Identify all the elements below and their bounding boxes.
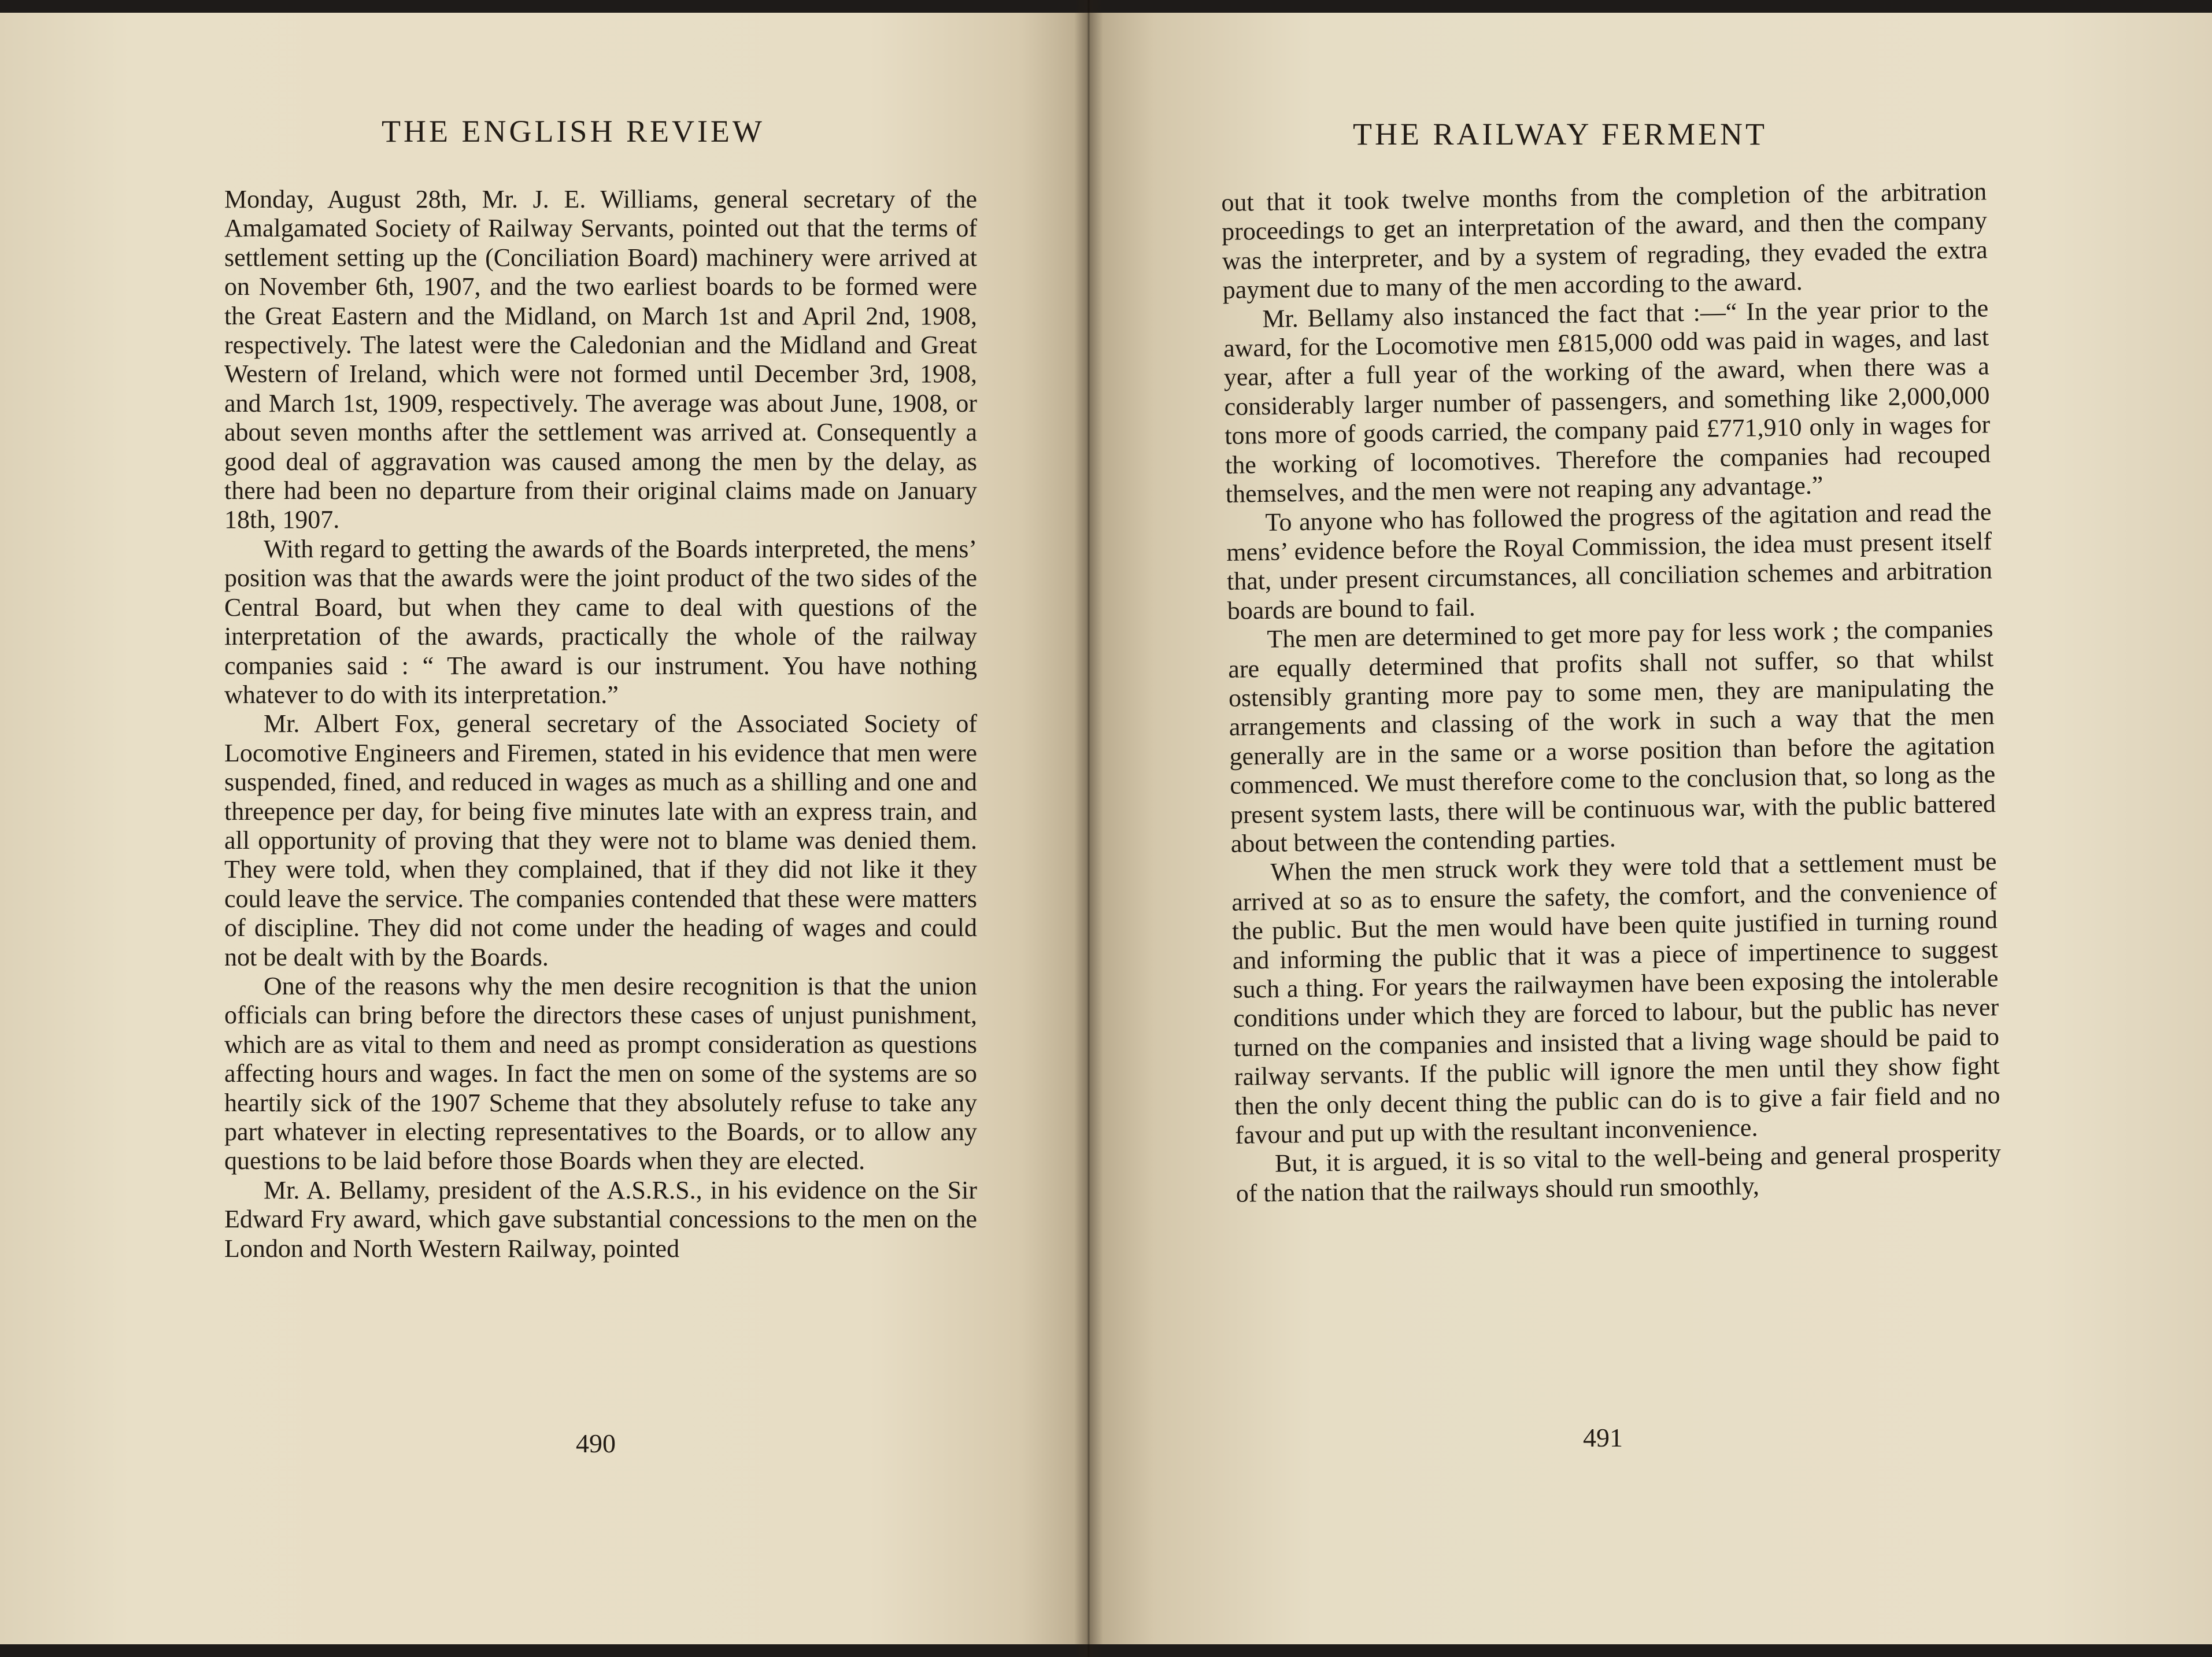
paragraph: One of the reasons why the men desire recognition is that the union officials can bring before the directors these cases of unjust punishment, which are as vital to them and need as prompt consideration as questions affecting hours and wages. In fact the men on some of the systems are so heartily sick of the 1907 Scheme that they absolutely refuse to take any part whatever in electing representatives to the Boards, or to allow any questions to be laid before those Boards when they are elected. xyxy=(224,971,977,1175)
paragraph: Mr. A. Bellamy, president of the A.S.R.S., in his evidence on the Sir Edward Fry award, which gave substantial concessions to the men on the London and North Western Railway, pointed xyxy=(224,1175,977,1263)
paragraph: Mr. Albert Fox, general secretary of the Associated Society of Locomotive Engineers and Firemen, stated in his evidence that men were suspended, fined, and reduced in wages as much as a shilling and one and threepence per day, for being five minutes late with an express train, and all opportunity of proving that they were not to blame was denied them. They were told, when they complained, that if they did not like it they could leave the service. The companies contended that these were matters of discipline. They did not come under the heading of wages and could not be dealt with by the Boards. xyxy=(224,709,977,971)
right-page-text xyxy=(1221,177,2002,1208)
paragraph: Mr. Bellamy also instanced the fact that :—“ In the year prior to the award, for the Locomotive men £815,000 odd was paid in wages, and last year, after a full year of the working of the award, when there was a considerably larger number of passengers, and something like 2,000,000 tons more of goods carried, the company paid £771,910 only in wages for the working of locomotives. Therefore the companies had recouped themselves, and the men were not reaping any advantage.” xyxy=(1223,293,1991,509)
left-page-number: 490 xyxy=(576,1429,616,1458)
paragraph: The men are determined to get more pay for less work ; the companies are equally determined that profits shall not suffer, so that whilst ostensibly granting more pay to some men, they are manipulating the arrangements and classing of the work in such a way that the men generally are in the same or a worse position than before the agitation commenced. We must therefore come to the conclusion that, so long as the present system lasts, there will be continuous war, with the public battered about between the contending parties. xyxy=(1227,614,1996,858)
left-running-head: THE ENGLISH REVIEW xyxy=(382,114,765,149)
paragraph: With regard to getting the awards of the Boards interpreted, the mens’ position was that the awards were the joint product of the two sides of the Central Board, but when they came to deal with questions of the interpretation of the awards, practically the whole of the railway companies said : “ The award is our instrument. You have nothing whatever to do with its interpretation.” xyxy=(224,534,977,709)
paragraph: Monday, August 28th, Mr. J. E. Williams, general secretary of the Amalgamated Society of Railway Servants, pointed out that the terms of settlement setting up the (Conciliation Board) machinery were arrived at on November 6th, 1907, and the two earliest boards to be formed were the Great Eastern and the Midland, on March 1st and April 2nd, 1908, respectively. The latest were the Caledonian and the Midland and Great Western of Ireland, which were not formed until December 3rd, 1908, and March 1st, 1909, respectively. The average was about June, 1908, or about seven months after the settlement was arrived at. Consequently a good deal of aggravation was caused among the men by the delay, as there had been no departure from their original claims made on January 18th, 1907. xyxy=(224,185,977,534)
book-gutter xyxy=(1074,0,1103,1657)
paragraph: out that it took twelve months from the completion of the arbitration proceedings to get an interpretation of the award, and then the company was the interpreter, and by a system of regrading, they evaded the extra payment due to many of the men according to the award. xyxy=(1221,177,1988,305)
paragraph: To anyone who has followed the progress of the agitation and read the mens’ evidence before the Royal Commission, the idea must present itself that, under present circumstances, all conciliation schemes and arbitration boards are bound to fail. xyxy=(1226,497,1993,625)
paragraph: But, it is argued, it is so vital to the well-being and general prosperity of the nation that the railways should run smoothly, xyxy=(1236,1138,2002,1208)
right-page-number: 491 xyxy=(1583,1423,1623,1452)
right-running-head: THE RAILWAY FERMENT xyxy=(1353,117,1767,151)
left-page-text xyxy=(224,185,977,1263)
paragraph: When the men struck work they were told that a settlement must be arrived at so as to ensure the safety, the comfort, and the convenience of the public. But the men would have been quite justified in turning round and informing the public that it was a piece of impertinence to suggest such a thing. For years the railwaymen have been exposing the intolerable conditions under which they are forced to labour, but the public has never turned on the companies and insisted that a living wage should be paid to railway servants. If the public will ignore the men until they show fight then the only decent thing the public can do is to give a fair field and no favour and put up with the resultant inconvenience. xyxy=(1231,847,2000,1149)
